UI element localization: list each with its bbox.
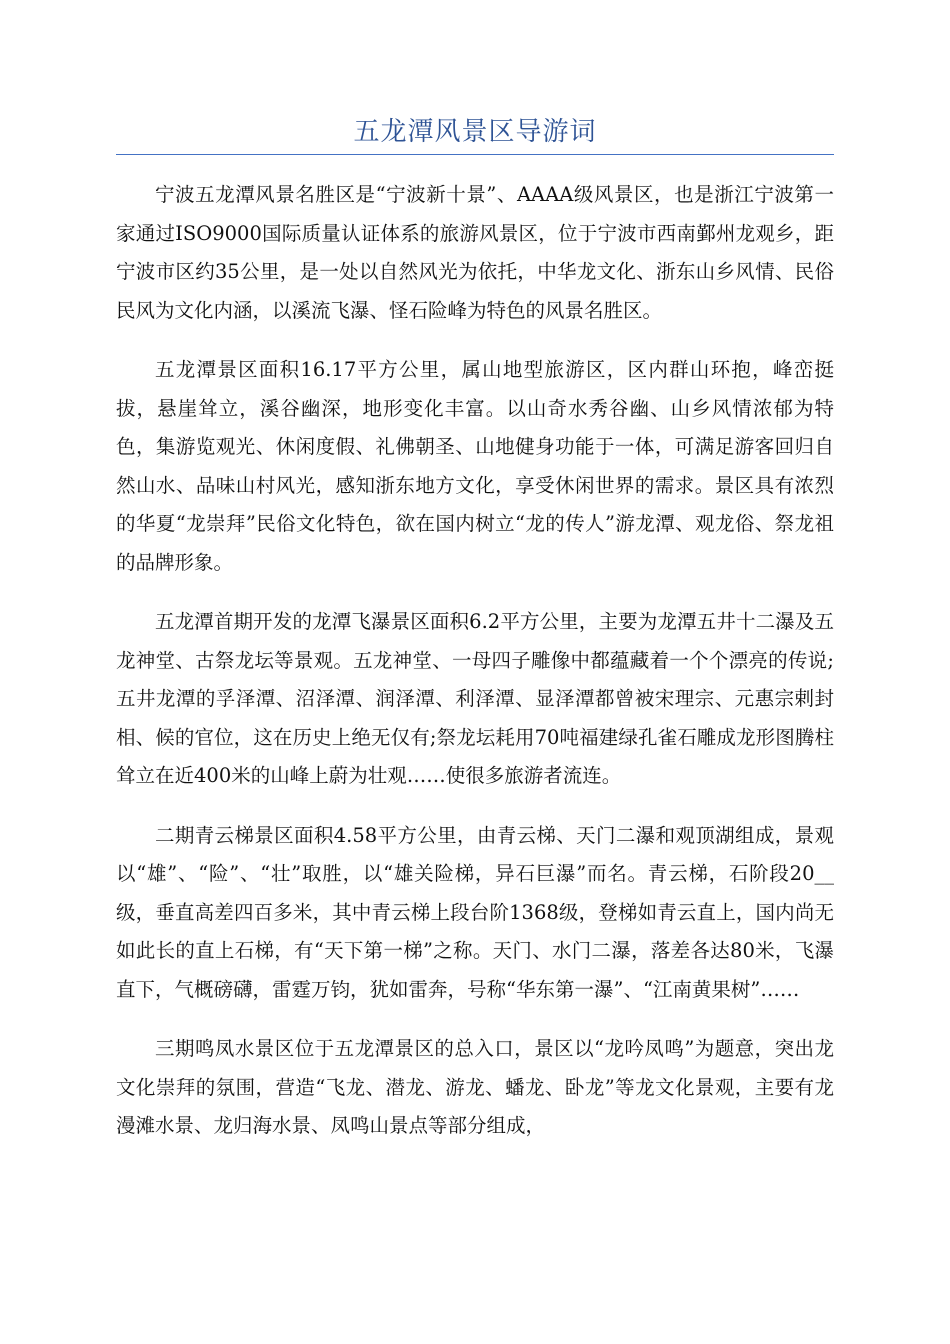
- paragraph-area-overview: 五龙潭景区面积16.17平方公里，属山地型旅游区，区内群山环抱，峰峦挺拔，悬崖耸立，溪谷幽深，地形变化丰富。以山奇水秀谷幽、山乡风情浓郁为特色，集游览观光、休闲度假、礼佛朝圣、山地健身功能于一体，可满足游客回归自然山水、品味山村风光，感知浙东地方文化，享受休闲世界的需求。景区具有浓烈的华夏“龙崇拜”民俗文化特色，欲在国内树立“龙的传人”游龙潭、观龙俗、祭龙祖的品牌形象。: [116, 358, 834, 574]
- title-underline: [116, 154, 834, 155]
- paragraph-phase-one: 五龙潭首期开发的龙潭飞瀑景区面积6.2平方公里，主要为龙潭五井十二瀑及五龙神堂、古祭龙坛等景观。五龙神堂、一母四子雕像中都蕴藏着一个个漂亮的传说;五井龙潭的孚泽潭、沼泽潭、润泽潭、利泽潭、显泽潭都曾被宋理宗、元惠宗剌封相、候的官位，这在历史上绝无仅有;祭龙坛耗用70吨福建绿孔雀石雕成龙形图腾柱耸立在近400米的山峰上蔚为壮观……使很多旅游者流连。: [116, 610, 834, 787]
- document-body: [116, 176, 834, 1167]
- document-title: 五龙潭风景区导游词: [353, 117, 597, 147]
- paragraph-phase-three: 三期鸣凤水景区位于五龙潭景区的总入口，景区以“龙吟凤鸣”为题意，突出龙文化崇拜的氛围，营造“飞龙、潜龙、游龙、蟠龙、卧龙”等龙文化景观，主要有龙漫滩水景、龙归海水景、凤鸣山景点等部分组成，: [116, 1037, 834, 1137]
- paragraph-phase-two: 二期青云梯景区面积4.58平方公里，由青云梯、天门二瀑和观顶湖组成，景观以“雄”、“险”、“壮”取胜，以“雄关险梯，异石巨瀑”而名。青云梯，石阶段20__级，垂直高差四百多米，其中青云梯上段台阶1368级，登梯如青云直上，国内尚无如此长的直上石梯，有“天下第一梯”之称。天门、水门二瀑，落差各达80米，飞瀑直下，气概磅礴，雷霆万钧，犹如雷奔，号称“华东第一瀑”、“江南黄果树”……: [116, 823, 834, 1001]
- paragraph-intro: 宁波五龙潭风景名胜区是“宁波新十景”、AAAA级风景区，也是浙江宁波第一家通过ISO9000国际质量认证体系的旅游风景区，位于宁波市西南鄞州龙观乡，距宁波市区约35公里，是一处以自然风光为依托，中华龙文化、浙东山乡风情、民俗民风为文化内涵，以溪流飞瀑、怪石险峰为特色的风景名胜区。: [116, 183, 834, 322]
